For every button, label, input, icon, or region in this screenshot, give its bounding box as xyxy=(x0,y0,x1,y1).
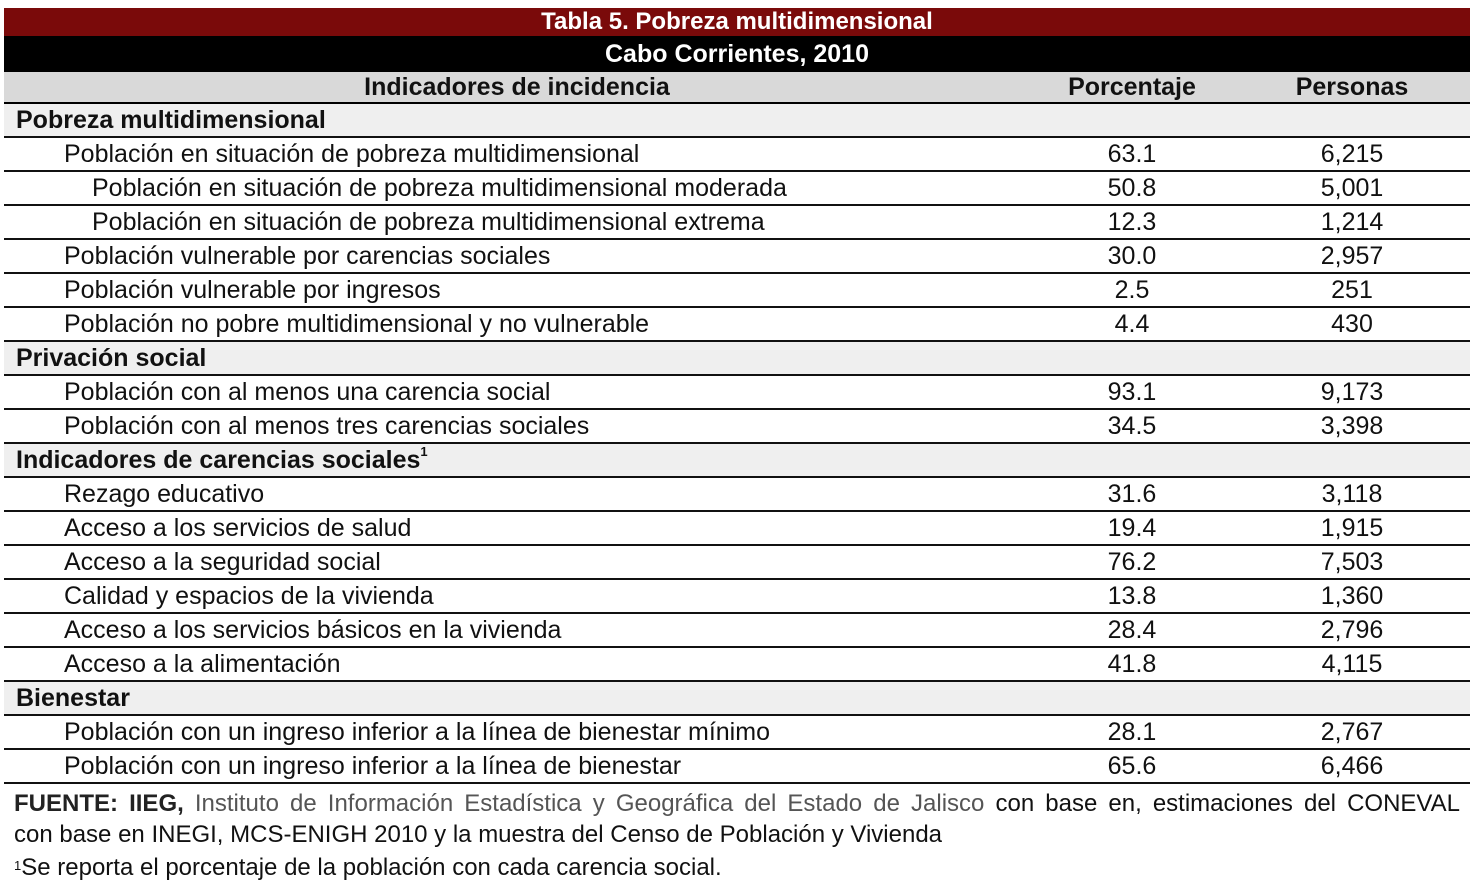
source-label: FUENTE: xyxy=(14,790,118,817)
row-label: Población en situación de pobreza multidimensional moderada xyxy=(4,171,1030,205)
row-people: 7,503 xyxy=(1234,545,1470,579)
section-title-text: Bienestar xyxy=(16,683,130,712)
table-row xyxy=(4,613,1470,647)
table-row xyxy=(4,375,1470,409)
row-percentage: 34.5 xyxy=(1030,409,1234,443)
row-percentage: 63.1 xyxy=(1030,137,1234,171)
footnote-text: Se reporta el porcentaje de la población con cada carencia social. xyxy=(21,854,722,881)
source-line-2: con base en INEGI, MCS-ENIGH 2010 y la muestra del Censo de Población y Vivienda xyxy=(14,821,943,848)
row-percentage: 31.6 xyxy=(1030,477,1234,511)
row-people: 9,173 xyxy=(1234,375,1470,409)
section-row xyxy=(4,103,1470,137)
poverty-table xyxy=(4,72,1470,784)
row-percentage: 28.1 xyxy=(1030,715,1234,749)
row-label: Acceso a la seguridad social xyxy=(4,545,1030,579)
table-row xyxy=(4,545,1470,579)
row-people: 4,115 xyxy=(1234,647,1470,681)
section-title-text: Privación social xyxy=(16,343,207,372)
source-rest-1: con base en, estimaciones del CONEVAL xyxy=(995,790,1461,817)
row-people: 1,360 xyxy=(1234,579,1470,613)
row-people: 1,915 xyxy=(1234,511,1470,545)
row-label: Población en situación de pobreza multidimensional extrema xyxy=(4,205,1030,239)
row-people: 1,214 xyxy=(1234,205,1470,239)
footnote-mark: 1 xyxy=(420,443,428,459)
row-label: Población vulnerable por ingresos xyxy=(4,273,1030,307)
header-people: Personas xyxy=(1234,72,1470,103)
row-label: Acceso a los servicios básicos en la vivienda xyxy=(4,613,1030,647)
table-row xyxy=(4,511,1470,545)
row-label: Acceso a la alimentación xyxy=(4,647,1030,681)
table-row xyxy=(4,239,1470,273)
row-people: 5,001 xyxy=(1234,171,1470,205)
report-page xyxy=(4,8,1470,883)
source-line xyxy=(14,788,1460,819)
table-title: Tabla 5. Pobreza multidimensional xyxy=(4,8,1470,36)
section-title xyxy=(4,681,1470,715)
table-body xyxy=(4,103,1470,783)
table-footer xyxy=(4,788,1470,883)
row-label: Población con al menos tres carencias sociales xyxy=(4,409,1030,443)
section-title-text: Indicadores de carencias sociales xyxy=(16,445,421,474)
row-percentage: 13.8 xyxy=(1030,579,1234,613)
row-people: 3,398 xyxy=(1234,409,1470,443)
table-row xyxy=(4,715,1470,749)
row-people: 2,767 xyxy=(1234,715,1470,749)
row-label: Población con un ingreso inferior a la línea de bienestar mínimo xyxy=(4,715,1030,749)
header-percentage: Porcentaje xyxy=(1030,72,1234,103)
row-label: Población vulnerable por carencias sociales xyxy=(4,239,1030,273)
row-percentage: 50.8 xyxy=(1030,171,1234,205)
section-title-text: Pobreza multidimensional xyxy=(16,105,326,134)
row-people: 3,118 xyxy=(1234,477,1470,511)
row-label: Población con un ingreso inferior a la línea de bienestar xyxy=(4,749,1030,783)
row-label: Acceso a los servicios de salud xyxy=(4,511,1030,545)
row-percentage: 12.3 xyxy=(1030,205,1234,239)
row-percentage: 28.4 xyxy=(1030,613,1234,647)
row-percentage: 19.4 xyxy=(1030,511,1234,545)
row-percentage: 76.2 xyxy=(1030,545,1234,579)
header-row xyxy=(4,72,1470,103)
table-row xyxy=(4,205,1470,239)
table-row xyxy=(4,409,1470,443)
row-label: Población en situación de pobreza multidimensional xyxy=(4,137,1030,171)
row-percentage: 4.4 xyxy=(1030,307,1234,341)
row-people: 6,466 xyxy=(1234,749,1470,783)
header-indicator: Indicadores de incidencia xyxy=(4,72,1030,103)
row-percentage: 41.8 xyxy=(1030,647,1234,681)
section-row xyxy=(4,443,1470,477)
table-row xyxy=(4,137,1470,171)
row-people: 251 xyxy=(1234,273,1470,307)
table-row xyxy=(4,273,1470,307)
section-row xyxy=(4,681,1470,715)
row-percentage: 93.1 xyxy=(1030,375,1234,409)
row-percentage: 30.0 xyxy=(1030,239,1234,273)
table-row xyxy=(4,477,1470,511)
table-row xyxy=(4,647,1470,681)
row-percentage: 2.5 xyxy=(1030,273,1234,307)
table-row xyxy=(4,749,1470,783)
source-org-full: Instituto de Información Estadística y Geográfica del Estado de Jalisco xyxy=(194,790,985,817)
section-title xyxy=(4,341,1470,375)
row-people: 430 xyxy=(1234,307,1470,341)
footnote-mark: 1 xyxy=(14,858,22,873)
table-row xyxy=(4,579,1470,613)
footnote-line xyxy=(14,852,1460,883)
row-label: Rezago educativo xyxy=(4,477,1030,511)
table-subtitle: Cabo Corrientes, 2010 xyxy=(4,36,1470,72)
section-title xyxy=(4,443,1470,477)
section-title xyxy=(4,103,1470,137)
source-org: IIEG, xyxy=(129,790,184,817)
table-row xyxy=(4,307,1470,341)
section-row xyxy=(4,341,1470,375)
table-row xyxy=(4,171,1470,205)
row-label: Población con al menos una carencia social xyxy=(4,375,1030,409)
row-label: Calidad y espacios de la vivienda xyxy=(4,579,1030,613)
row-label: Población no pobre multidimensional y no vulnerable xyxy=(4,307,1030,341)
row-people: 2,796 xyxy=(1234,613,1470,647)
row-percentage: 65.6 xyxy=(1030,749,1234,783)
row-people: 6,215 xyxy=(1234,137,1470,171)
row-people: 2,957 xyxy=(1234,239,1470,273)
